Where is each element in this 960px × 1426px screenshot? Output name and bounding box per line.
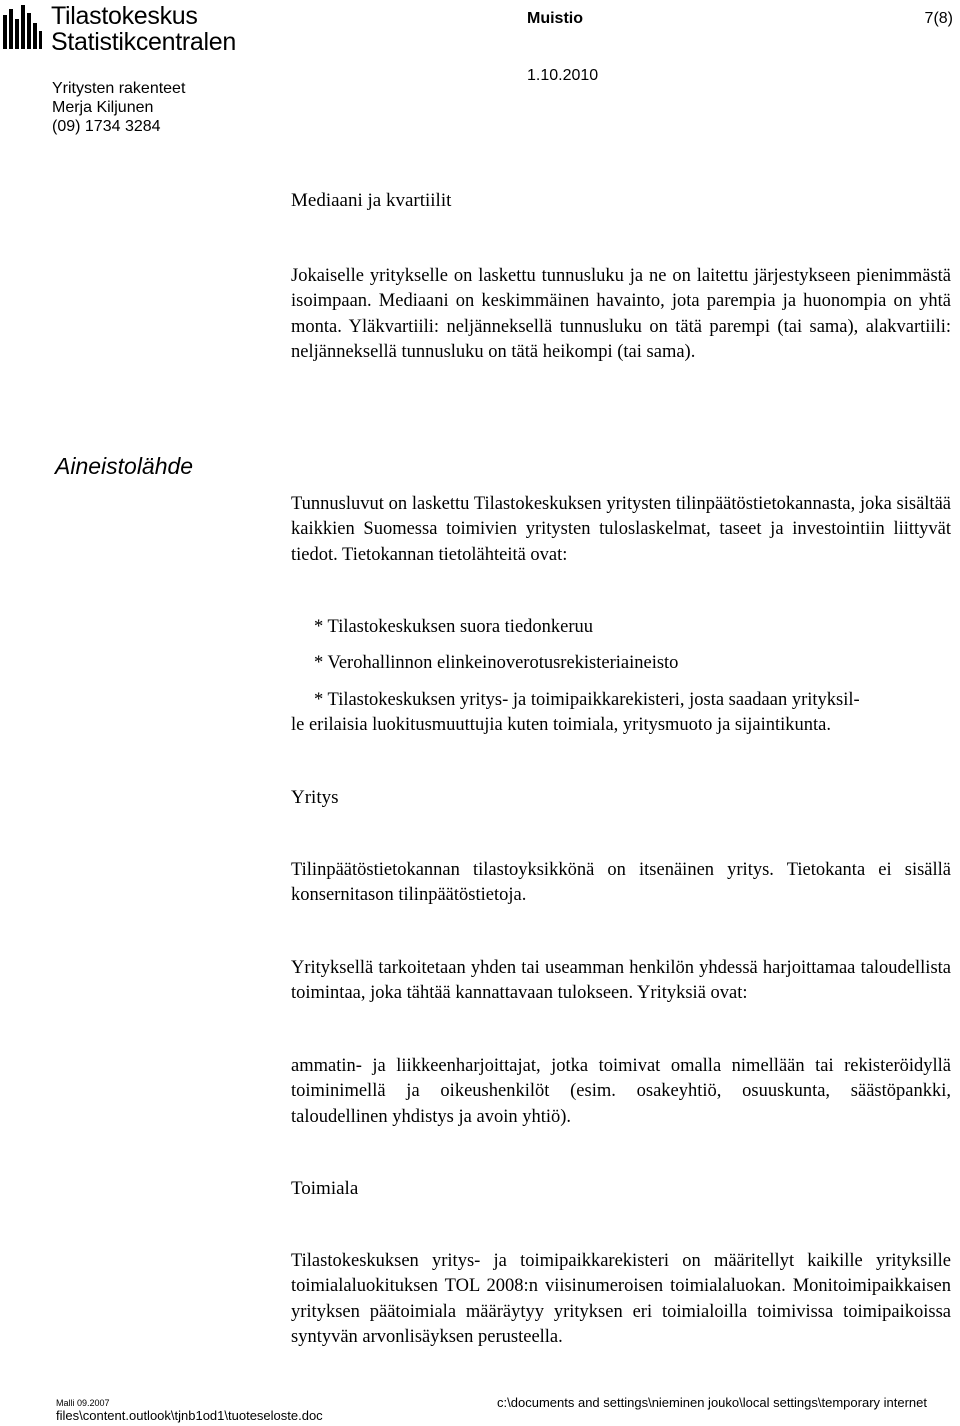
logo-line-2: Statistikcentralen (51, 28, 236, 56)
bullet-text-3a: * Tilastokeskuksen yritys- ja toimipaikkarekisteri, josta saadaan yrityksil- (314, 690, 860, 710)
file-path-line-1: c:\documents and settings\nieminen jouko\local settings\temporary internet (497, 1395, 927, 1410)
bullet-item-3 (291, 688, 956, 739)
bullet-text-3b: le erilaisia luokitusmuuttujia kuten toimiala, yritysmuoto ja sijaintikunta. (291, 715, 832, 736)
source-text: Tunnusluvut on laskettu Tilastokeskuksen yritysten tilinpäätöstietokannasta, joka sisältää kaikkien Suomessa toimivien yritysten tuloslaskelmat, taseet ja investointiin liittyvät tiedot. Tietokannan tietolähteitä ovat: (291, 494, 951, 565)
author-name: Merja Kiljunen (52, 99, 154, 116)
industry-paragraph (291, 1249, 951, 1350)
logo (3, 3, 248, 55)
company-text-3: ammatin- ja liikkeenharjoittajat, jotka toimivat omalla nimellään tai rekisteröidyllä toiminimellä ja oikeushenkilöt (esim. osakeyhtiö, osuuskunta, säästöpankki, taloudellinen yhdistys ja avoin yhtiö). (291, 1056, 951, 1127)
company-paragraph-3 (291, 1054, 951, 1130)
bullet-text-1: * Tilastokeskuksen suora tiedonkeruu (314, 617, 594, 637)
file-path-line-2: files\content.outlook\tjnb1od1\tuoteseloste.doc (56, 1408, 323, 1423)
document-date: 1.10.2010 (527, 67, 599, 84)
bullet-item-1 (314, 615, 954, 640)
company-paragraph-2 (291, 956, 951, 1007)
template-version: Malli 09.2007 (56, 1398, 110, 1408)
logo-wordmark (51, 3, 236, 55)
document-type: Muistio (527, 10, 583, 27)
company-text-1: Tilinpäätöstietokannan tilastoyksikkönä on itsenäinen yritys. Tietokanta ei sisällä konsernitason tilinpäätöstietoja. (291, 860, 951, 906)
median-paragraph (291, 264, 951, 365)
median-heading: Mediaani ja kvartiilit (291, 190, 452, 211)
median-text: Jokaiselle yritykselle on laskettu tunnusluku ja ne on laitettu järjestykseen pienimmästä isoimpaan. Mediaani on keskimmäinen havainto, jota parempia ja huonompia on yhtä monta. Yläkvartiili: neljänneksellä tunnusluku on tätä parempi (tai sama), alakvartiili: neljänneksellä tunnusluku on tätä heikompi (tai sama). (291, 266, 951, 362)
author-block (52, 79, 185, 136)
bullet-text-2: * Verohallinnon elinkeinoverotusrekisteriaineisto (314, 653, 679, 673)
author-phone: (09) 1734 3284 (52, 118, 161, 135)
page-number: 7(8) (924, 10, 953, 27)
source-paragraph (291, 492, 951, 568)
logo-mark-icon (3, 5, 43, 51)
industry-text: Tilastokeskuksen yritys- ja toimipaikkarekisteri on määritellyt kaikille yrityksille toimialaluokituksen TOL 2008:n viisinumeroisen toimialaluokan. Monitoimipaikkaisen yrityksen päätoimiala määräytyy yrityksen eri toimialoilla toimivissa toimipaikoissa syntyvän arvonlisäyksen perusteella. (291, 1251, 951, 1347)
department: Yritysten rakenteet (52, 80, 186, 97)
company-heading: Yritys (291, 787, 339, 808)
industry-heading: Toimiala (291, 1178, 359, 1199)
footer-left (56, 1398, 323, 1423)
source-heading: Aineistolähde (55, 453, 194, 479)
logo-line-1: Tilastokeskus (51, 2, 198, 30)
company-text-2: Yrityksellä tarkoitetaan yhden tai useamman henkilön yhdessä harjoittamaa taloudellista toimintaa, joka tähtää kannattavaan tulokseen. Yrityksiä ovat: (291, 958, 951, 1004)
bullet-item-2 (314, 651, 954, 676)
company-paragraph-1 (291, 858, 951, 909)
